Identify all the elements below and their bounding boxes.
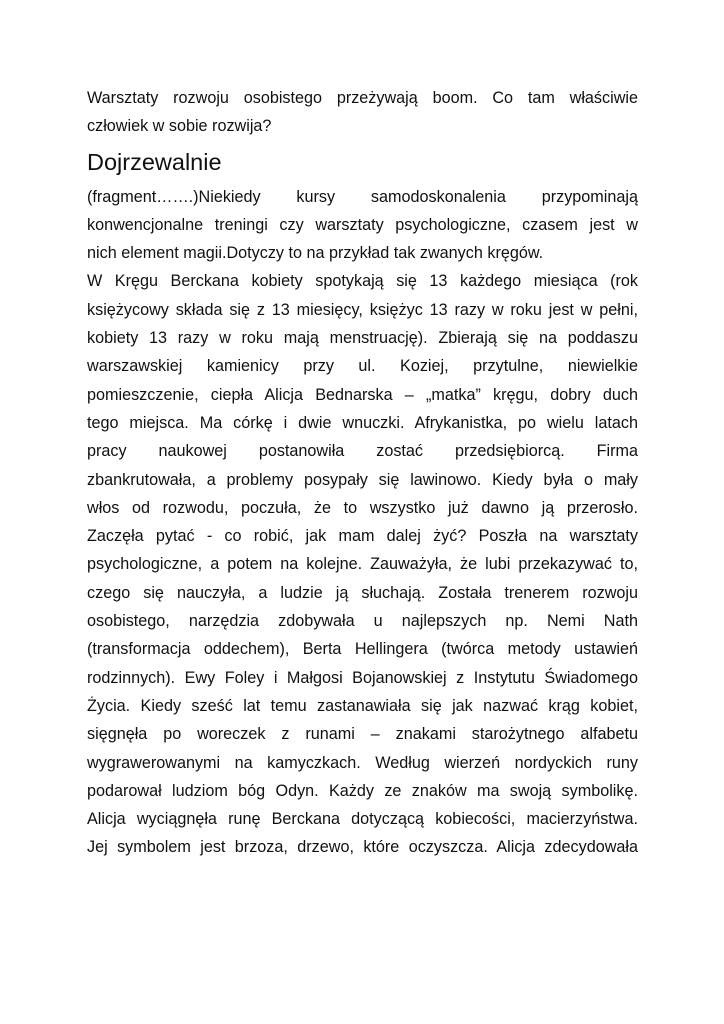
text-line: zbankrutowała, a problemy posypały się lawinowo. Kiedy była o mały <box>87 470 638 489</box>
document-page <box>87 84 638 862</box>
text-line: Życia. Kiedy sześć lat temu zastanawiała się jak nazwać krąg kobiet, <box>87 696 638 715</box>
text-line: księżycowy składa się z 13 miesięcy, księżyc 13 razy w roku jest w pełni, <box>87 300 638 319</box>
text-line: (fragment…….)Niekiedy kursy samodoskonalenia przypominają <box>87 187 638 206</box>
text-line: włos od rozwodu, poczuła, że to wszystko już dawno ją przerosło. <box>87 498 638 517</box>
body-paragraph <box>87 183 638 862</box>
text-line: psychologiczne, a potem na kolejne. Zauważyła, że lubi przekazywać to, <box>87 555 638 574</box>
text-line: podarował ludziom bóg Odyn. Każdy ze znaków ma swoją symbolikę. <box>87 781 638 800</box>
article-heading: Dojrzewalnie <box>87 148 222 175</box>
text-line: warszawskiej kamienicy przy ul. Koziej, przytulne, niewielkie <box>87 357 638 376</box>
text-line: Warsztaty rozwoju osobistego przeżywają boom. Co tam właściwie <box>87 89 638 107</box>
text-line: nich element magii.Dotyczy to na przykład tak zwanych kręgów. <box>87 244 544 263</box>
text-line: sięgnęła po woreczek z runami – znakami starożytnego alfabetu <box>87 725 638 744</box>
text-line: Zaczęła pytać - co robić, jak mam dalej żyć? Poszła na warsztaty <box>87 527 638 546</box>
text-line: W Kręgu Berckana kobiety spotykają się 13 każdego miesiąca (rok <box>87 272 638 291</box>
text-line: człowiek w sobie rozwija? <box>87 117 272 136</box>
text-line: osobistego, narzędzia zdobywała u najlepszych np. Nemi Nath <box>87 612 638 631</box>
text-line: Alicja wyciągnęła runę Berckana dotyczącą kobiecości, macierzyństwa. <box>87 810 638 829</box>
text-line: pracy naukowej postanowiła zostać przedsiębiorcą. Firma <box>87 442 638 461</box>
text-line: tego miejsca. Ma córkę i dwie wnuczki. Afrykanistka, po wielu latach <box>87 413 638 432</box>
text-line: pomieszczenie, ciepła Alicja Bednarska – „matka” kręgu, dobry duch <box>87 385 638 404</box>
text-line: wygrawerowanymi na kamyczkach. Według wierzeń nordyckich runy <box>87 753 638 772</box>
intro-paragraph <box>87 84 638 141</box>
text-line: rodzinnych). Ewy Foley i Małgosi Bojanowskiej z Instytutu Świadomego <box>87 668 638 687</box>
text-line: czego się nauczyła, a ludzie ją słuchają. Została trenerem rozwoju <box>87 583 638 602</box>
text-line: konwencjonalne treningi czy warsztaty psychologiczne, czasem jest w <box>87 215 638 234</box>
text-line: Jej symbolem jest brzoza, drzewo, które oczyszcza. Alicja zdecydowała <box>87 838 638 857</box>
text-line: (transformacja oddechem), Berta Hellingera (twórca metody ustawień <box>87 640 638 659</box>
text-line: kobiety 13 razy w roku mają menstruację). Zbierają się na poddaszu <box>87 329 638 348</box>
